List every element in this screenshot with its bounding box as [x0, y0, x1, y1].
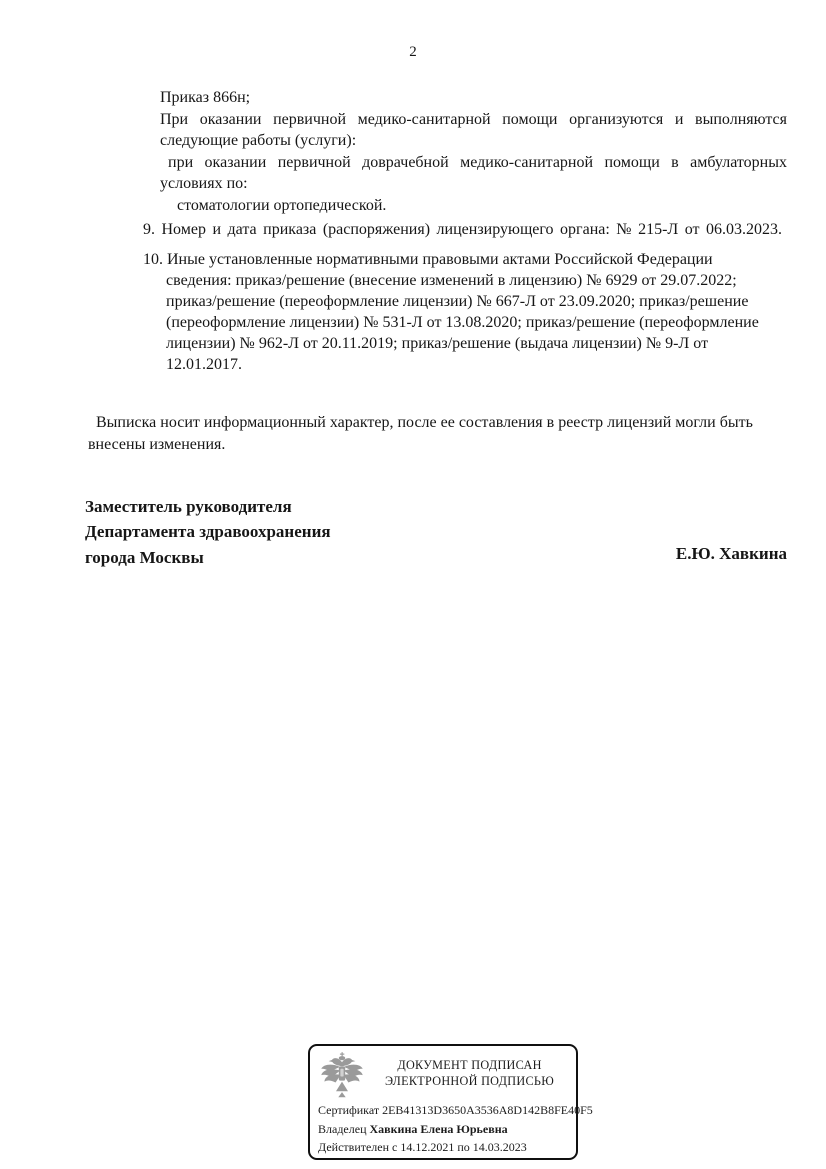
intro-line: При оказании первичной медико-санитарной помощи организуются и выполняются — [160, 110, 787, 128]
signatory-title-block — [85, 494, 331, 570]
owner-line — [318, 1120, 574, 1139]
list-item-9 — [143, 219, 803, 241]
list-item-10-line: приказ/решение (переоформление лицензии) № 667-Л от 23.09.2020; приказ/решение — [166, 293, 749, 310]
order-reference-line: Приказ 866н; — [160, 89, 251, 106]
service-item-line: стоматологии ортопедической. — [177, 196, 387, 214]
validity-line: Действителен с 14.12.2021 по 14.03.2023 — [318, 1140, 527, 1155]
list-item-10-line: 12.01.2017. — [166, 356, 242, 373]
signatory-title-line: Департамента здравоохранения — [85, 522, 331, 542]
list-item-10-line: лицензии) № 962-Л от 20.11.2019; приказ/решение (выдача лицензии) № 9-Л от — [166, 335, 709, 352]
certificate-value: 2EB41313D3650A3536A8D142B8FE40F5 — [382, 1103, 593, 1117]
owner-label: Владелец — [318, 1121, 367, 1136]
signatory-title-line: Заместитель руководителя — [85, 497, 292, 516]
stamp-header-line: ЭЛЕКТРОННОЙ ПОДПИСЬЮ — [384, 1073, 555, 1088]
certificate-line — [318, 1101, 593, 1120]
double-headed-eagle-icon — [319, 1051, 365, 1103]
stamp-details — [318, 1101, 593, 1157]
services-intro-block — [160, 87, 787, 216]
list-item-10-line: сведения: приказ/решение (внесение изменений в лицензию) № 6929 от 29.07.2022; — [166, 272, 737, 289]
signatory-name: Е.Ю. Хавкина — [675, 544, 787, 563]
list-item-10-line: 10. Иные установленные нормативными правовыми актами Российской Федерации — [143, 251, 713, 268]
list-item-10-line: (переоформление лицензии) № 531-Л от 13.08.2020; приказ/решение (переоформление — [166, 314, 759, 331]
page-number: 2 — [409, 44, 417, 60]
owner-name: Хавкина Елена Юрьевна — [369, 1121, 508, 1136]
intro-line: следующие работы (услуги): — [160, 132, 357, 149]
electronic-signature-stamp — [308, 1044, 593, 1160]
list-item-9-text: 9. Номер и дата приказа (распоряжения) лицензирующего органа: № 215-Л от 06.03.2023. — [143, 221, 783, 238]
info-note — [88, 412, 800, 455]
intro-line: при оказании первичной доврачебной медико-санитарной помощи в амбулаторных — [168, 153, 787, 171]
info-note-line: внесены изменения. — [88, 435, 226, 453]
info-note-line: Выписка носит информационный характер, после ее составления в реестр лицензий могли быть — [96, 414, 753, 431]
intro-line: условиях по: — [160, 175, 248, 192]
stamp-header-line: ДОКУМЕНТ ПОДПИСАН — [397, 1058, 542, 1072]
list-item-10 — [143, 249, 759, 375]
signatory-title-line: города Москвы — [85, 547, 204, 567]
stamp-header — [368, 1058, 571, 1089]
certificate-label: Сертификат — [318, 1103, 380, 1117]
